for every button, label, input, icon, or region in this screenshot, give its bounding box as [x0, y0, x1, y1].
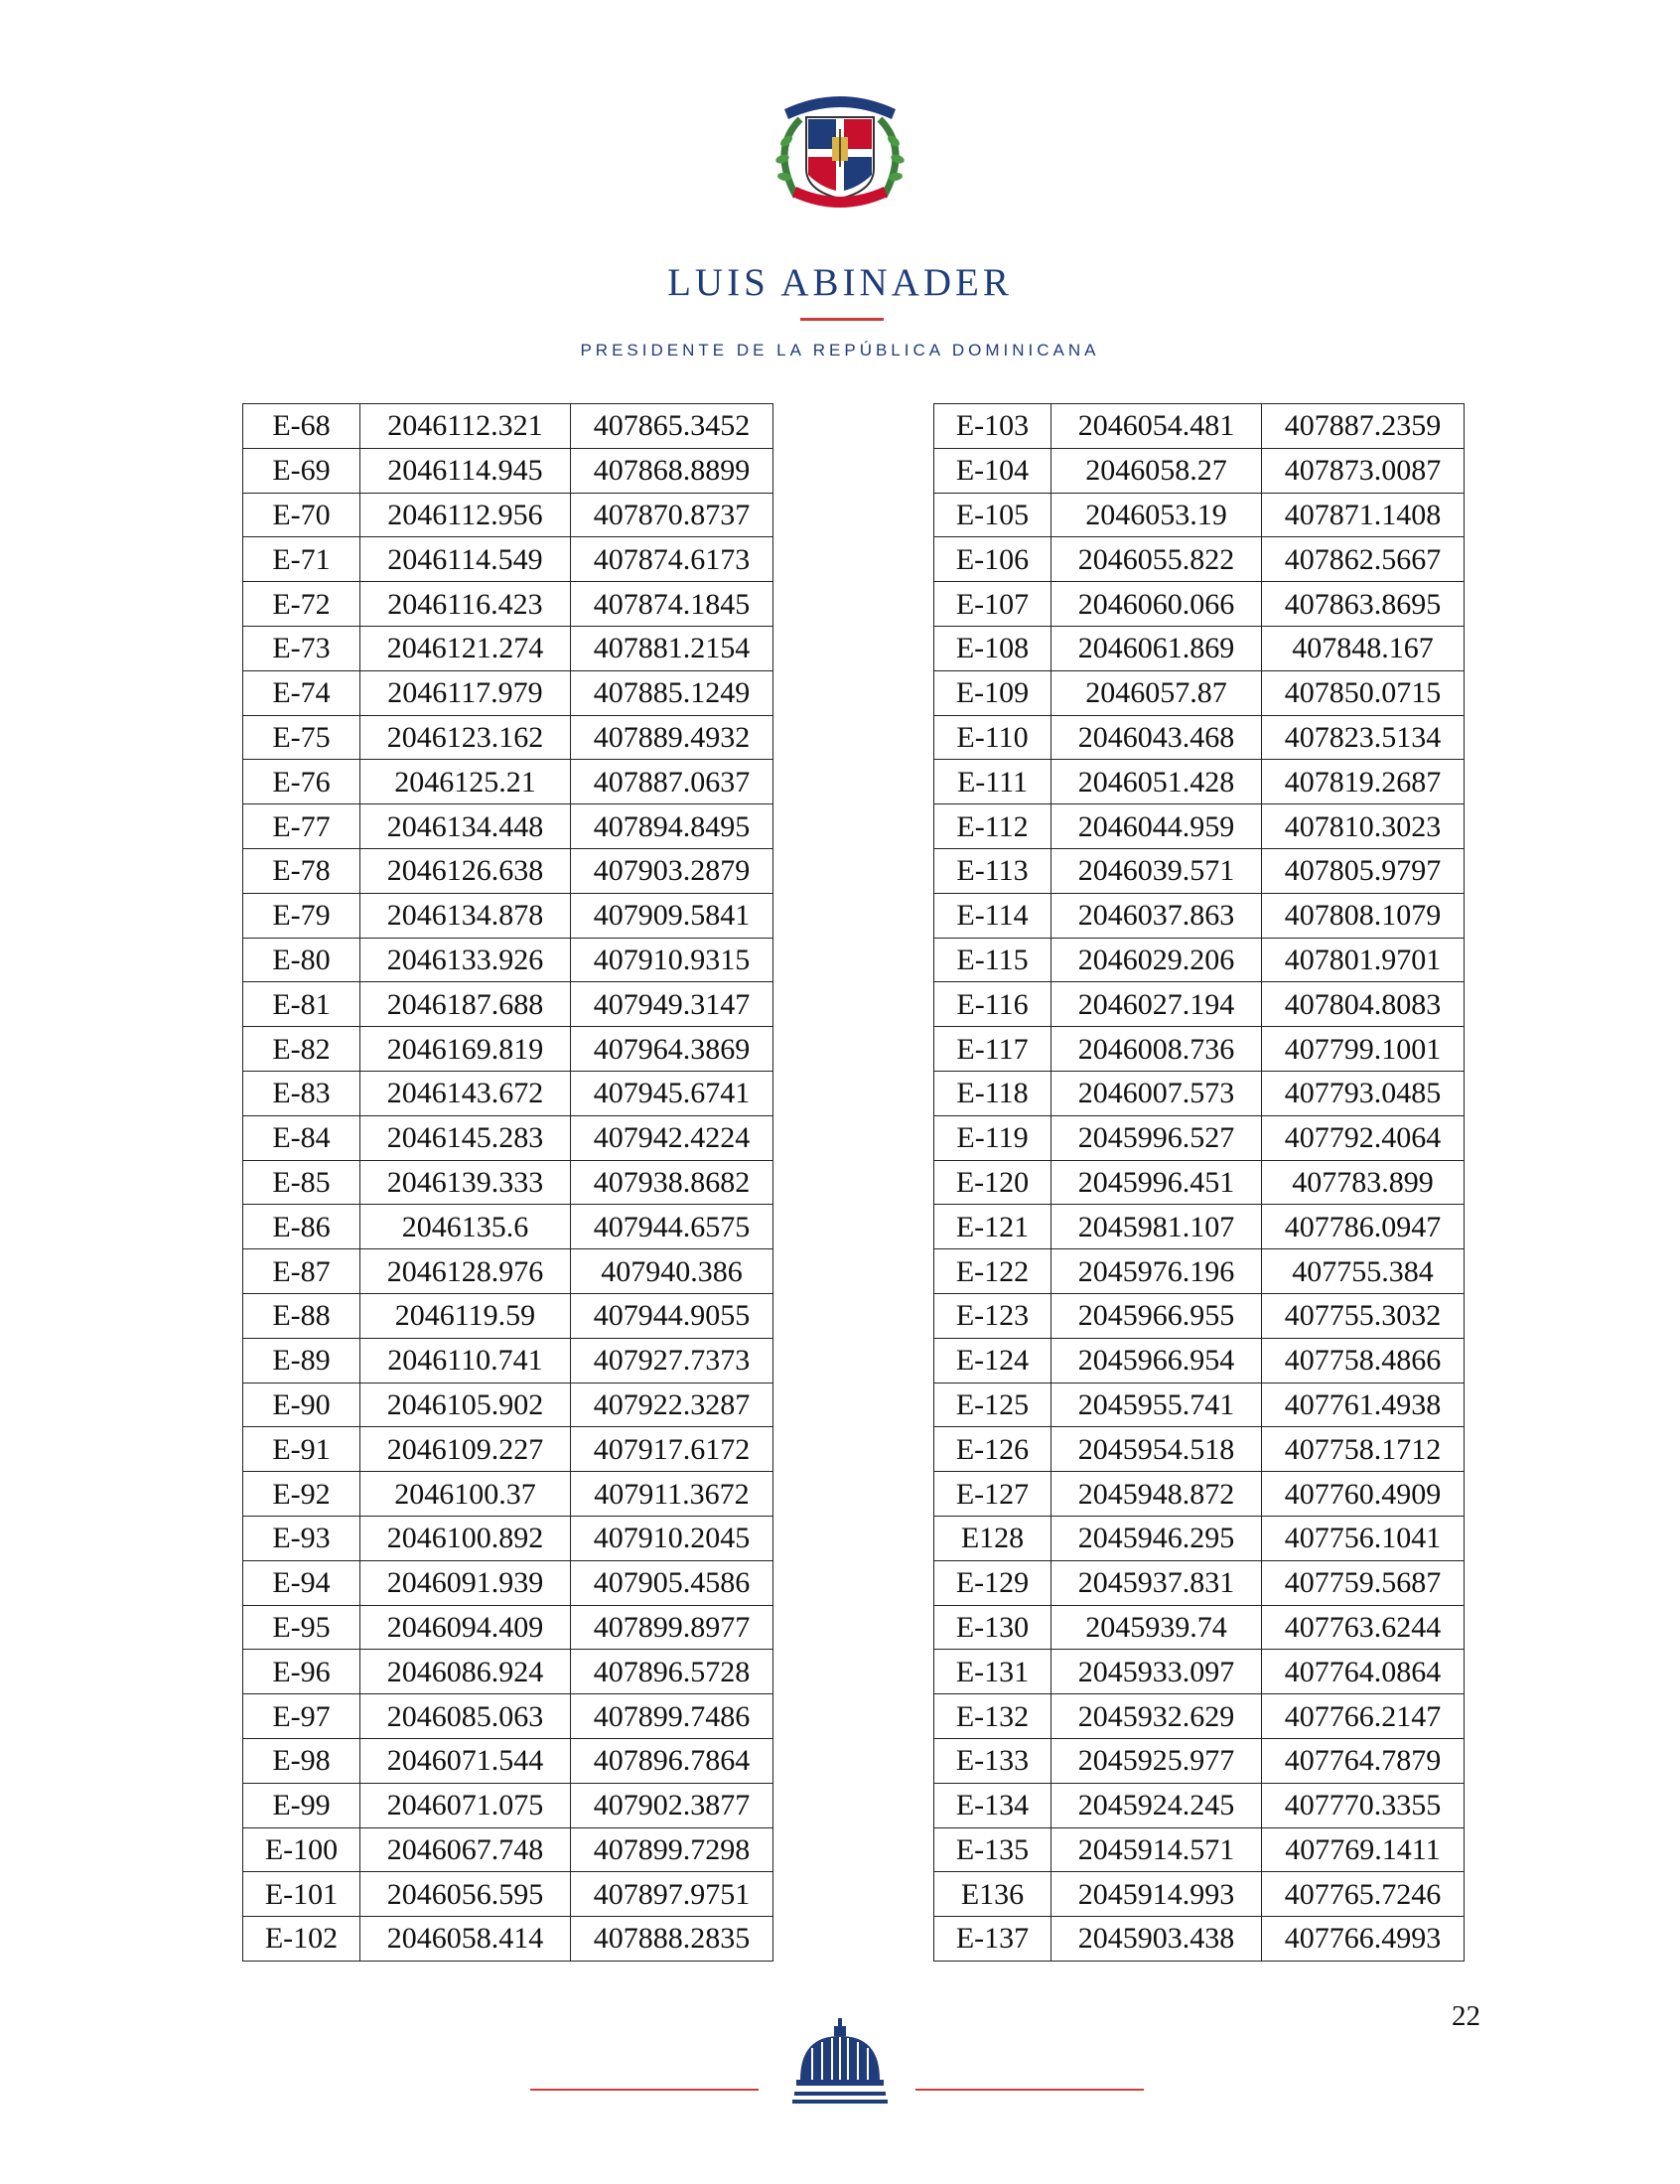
x-coordinate-cell: 2046100.37 — [360, 1472, 571, 1517]
y-coordinate-cell: 407894.8495 — [571, 804, 773, 849]
x-coordinate-cell: 2045996.527 — [1051, 1115, 1262, 1160]
y-coordinate-cell: 407801.9701 — [1262, 938, 1465, 982]
x-coordinate-cell: 2045924.245 — [1051, 1783, 1262, 1827]
point-id-cell: E-93 — [243, 1516, 360, 1560]
table-row — [243, 1383, 773, 1427]
table-row — [243, 1694, 773, 1739]
x-coordinate-cell: 2046007.573 — [1051, 1071, 1262, 1115]
x-coordinate-cell: 2046112.956 — [360, 493, 571, 537]
x-coordinate-cell: 2046110.741 — [360, 1338, 571, 1383]
y-coordinate-cell: 407874.6173 — [571, 537, 773, 582]
x-coordinate-cell: 2046126.638 — [360, 848, 571, 893]
point-id-cell: E-100 — [243, 1827, 360, 1872]
point-id-cell: E-74 — [243, 670, 360, 715]
table-row — [934, 848, 1465, 893]
table-row — [934, 1783, 1465, 1827]
y-coordinate-cell: 407944.6575 — [571, 1205, 773, 1249]
table-row — [243, 1516, 773, 1560]
x-coordinate-cell: 2046145.283 — [360, 1115, 571, 1160]
table-row — [934, 982, 1465, 1027]
x-coordinate-cell: 2046008.736 — [1051, 1027, 1262, 1072]
point-id-cell: E-106 — [934, 537, 1051, 582]
point-id-cell: E-137 — [934, 1917, 1051, 1962]
table-row — [934, 1872, 1465, 1917]
y-coordinate-cell: 407766.4993 — [1262, 1917, 1465, 1962]
y-coordinate-cell: 407758.4866 — [1262, 1338, 1465, 1383]
table-row — [934, 1071, 1465, 1115]
y-coordinate-cell: 407755.384 — [1262, 1249, 1465, 1294]
table-row — [934, 938, 1465, 982]
x-coordinate-cell: 2046139.333 — [360, 1160, 571, 1205]
y-coordinate-cell: 407922.3287 — [571, 1383, 773, 1427]
x-coordinate-cell: 2045955.741 — [1051, 1383, 1262, 1427]
x-coordinate-cell: 2045932.629 — [1051, 1694, 1262, 1739]
x-coordinate-cell: 2046058.414 — [360, 1917, 571, 1962]
table-row — [934, 1383, 1465, 1427]
x-coordinate-cell: 2046091.939 — [360, 1560, 571, 1605]
x-coordinate-cell: 2045933.097 — [1051, 1650, 1262, 1694]
point-id-cell: E-125 — [934, 1383, 1051, 1427]
y-coordinate-cell: 407792.4064 — [1262, 1115, 1465, 1160]
table-row — [243, 626, 773, 670]
point-id-cell: E-92 — [243, 1472, 360, 1517]
x-coordinate-cell: 2045996.451 — [1051, 1160, 1262, 1205]
point-id-cell: E-80 — [243, 938, 360, 982]
table-row — [934, 804, 1465, 849]
y-coordinate-cell: 407810.3023 — [1262, 804, 1465, 849]
y-coordinate-cell: 407899.7486 — [571, 1694, 773, 1739]
table-row — [934, 1160, 1465, 1205]
point-id-cell: E-109 — [934, 670, 1051, 715]
x-coordinate-cell: 2046134.448 — [360, 804, 571, 849]
president-name: LUIS ABINADER — [667, 261, 1013, 304]
x-coordinate-cell: 2046119.59 — [360, 1293, 571, 1338]
y-coordinate-cell: 407910.2045 — [571, 1516, 773, 1560]
x-coordinate-cell: 2046051.428 — [1051, 760, 1262, 804]
point-id-cell: E-112 — [934, 804, 1051, 849]
table-row — [243, 582, 773, 627]
point-id-cell: E-129 — [934, 1560, 1051, 1605]
y-coordinate-cell: 407899.8977 — [571, 1605, 773, 1650]
y-coordinate-cell: 407902.3877 — [571, 1783, 773, 1827]
table-row — [934, 1827, 1465, 1872]
table-row — [243, 982, 773, 1027]
table-row — [243, 1827, 773, 1872]
table-row — [243, 1560, 773, 1605]
y-coordinate-cell: 407896.7864 — [571, 1738, 773, 1783]
x-coordinate-cell: 2046123.162 — [360, 715, 571, 760]
point-id-cell: E-90 — [243, 1383, 360, 1427]
y-coordinate-cell: 407783.899 — [1262, 1160, 1465, 1205]
name-underline — [800, 318, 884, 321]
x-coordinate-cell: 2046121.274 — [360, 626, 571, 670]
point-id-cell: E-108 — [934, 626, 1051, 670]
x-coordinate-cell: 2046105.902 — [360, 1383, 571, 1427]
footer-line-left — [530, 2089, 759, 2091]
table-row — [243, 1605, 773, 1650]
coordinates-table-left — [242, 403, 773, 1962]
x-coordinate-cell: 2046071.075 — [360, 1783, 571, 1827]
x-coordinate-cell: 2046071.544 — [360, 1738, 571, 1783]
point-id-cell: E-105 — [934, 493, 1051, 537]
point-id-cell: E-127 — [934, 1472, 1051, 1517]
y-coordinate-cell: 407865.3452 — [571, 404, 773, 449]
y-coordinate-cell: 407755.3032 — [1262, 1293, 1465, 1338]
x-coordinate-cell: 2046112.321 — [360, 404, 571, 449]
table-row — [934, 626, 1465, 670]
x-coordinate-cell: 2046056.595 — [360, 1872, 571, 1917]
point-id-cell: E136 — [934, 1872, 1051, 1917]
point-id-cell: E128 — [934, 1516, 1051, 1560]
point-id-cell: E-71 — [243, 537, 360, 582]
x-coordinate-cell: 2045925.977 — [1051, 1738, 1262, 1783]
point-id-cell: E-68 — [243, 404, 360, 449]
table-row — [243, 1472, 773, 1517]
y-coordinate-cell: 407763.6244 — [1262, 1605, 1465, 1650]
x-coordinate-cell: 2046114.945 — [360, 448, 571, 493]
point-id-cell: E-116 — [934, 982, 1051, 1027]
national-palace-dome-icon — [790, 2018, 890, 2108]
x-coordinate-cell: 2046109.227 — [360, 1427, 571, 1472]
y-coordinate-cell: 407897.9751 — [571, 1872, 773, 1917]
point-id-cell: E-119 — [934, 1115, 1051, 1160]
table-row — [243, 893, 773, 938]
point-id-cell: E-121 — [934, 1205, 1051, 1249]
table-row — [243, 1115, 773, 1160]
point-id-cell: E-79 — [243, 893, 360, 938]
y-coordinate-cell: 407905.4586 — [571, 1560, 773, 1605]
point-id-cell: E-86 — [243, 1205, 360, 1249]
y-coordinate-cell: 407765.7246 — [1262, 1872, 1465, 1917]
y-coordinate-cell: 407764.7879 — [1262, 1738, 1465, 1783]
x-coordinate-cell: 2045903.438 — [1051, 1917, 1262, 1962]
y-coordinate-cell: 407770.3355 — [1262, 1783, 1465, 1827]
y-coordinate-cell: 407759.5687 — [1262, 1560, 1465, 1605]
point-id-cell: E-123 — [934, 1293, 1051, 1338]
table-row — [243, 1071, 773, 1115]
table-row — [243, 1917, 773, 1962]
x-coordinate-cell: 2045976.196 — [1051, 1249, 1262, 1294]
table-row — [934, 448, 1465, 493]
x-coordinate-cell: 2046169.819 — [360, 1027, 571, 1072]
y-coordinate-cell: 407804.8083 — [1262, 982, 1465, 1027]
point-id-cell: E-99 — [243, 1783, 360, 1827]
y-coordinate-cell: 407871.1408 — [1262, 493, 1465, 537]
x-coordinate-cell: 2045948.872 — [1051, 1472, 1262, 1517]
y-coordinate-cell: 407942.4224 — [571, 1115, 773, 1160]
table-row — [934, 670, 1465, 715]
table-row — [934, 582, 1465, 627]
y-coordinate-cell: 407793.0485 — [1262, 1071, 1465, 1115]
x-coordinate-cell: 2046054.481 — [1051, 404, 1262, 449]
y-coordinate-cell: 407910.9315 — [571, 938, 773, 982]
y-coordinate-cell: 407896.5728 — [571, 1650, 773, 1694]
y-coordinate-cell: 407786.0947 — [1262, 1205, 1465, 1249]
point-id-cell: E-101 — [243, 1872, 360, 1917]
table-row — [934, 1115, 1465, 1160]
table-row — [934, 493, 1465, 537]
coat-of-arms-seal — [763, 79, 917, 218]
point-id-cell: E-103 — [934, 404, 1051, 449]
table-row — [934, 1650, 1465, 1694]
point-id-cell: E-132 — [934, 1694, 1051, 1739]
y-coordinate-cell: 407917.6172 — [571, 1427, 773, 1472]
point-id-cell: E-77 — [243, 804, 360, 849]
point-id-cell: E-118 — [934, 1071, 1051, 1115]
point-id-cell: E-107 — [934, 582, 1051, 627]
y-coordinate-cell: 407885.1249 — [571, 670, 773, 715]
y-coordinate-cell: 407870.8737 — [571, 493, 773, 537]
point-id-cell: E-82 — [243, 1027, 360, 1072]
y-coordinate-cell: 407756.1041 — [1262, 1516, 1465, 1560]
x-coordinate-cell: 2045966.955 — [1051, 1293, 1262, 1338]
point-id-cell: E-96 — [243, 1650, 360, 1694]
point-id-cell: E-75 — [243, 715, 360, 760]
y-coordinate-cell: 407758.1712 — [1262, 1427, 1465, 1472]
x-coordinate-cell: 2046086.924 — [360, 1650, 571, 1694]
point-id-cell: E-104 — [934, 448, 1051, 493]
x-coordinate-cell: 2045966.954 — [1051, 1338, 1262, 1383]
x-coordinate-cell: 2046029.206 — [1051, 938, 1262, 982]
y-coordinate-cell: 407909.5841 — [571, 893, 773, 938]
point-id-cell: E-120 — [934, 1160, 1051, 1205]
x-coordinate-cell: 2046057.87 — [1051, 670, 1262, 715]
point-id-cell: E-131 — [934, 1650, 1051, 1694]
table-row — [243, 1338, 773, 1383]
table-row — [934, 1205, 1465, 1249]
x-coordinate-cell: 2046187.688 — [360, 982, 571, 1027]
x-coordinate-cell: 2045914.993 — [1051, 1872, 1262, 1917]
table-row — [243, 1293, 773, 1338]
table-row — [934, 1917, 1465, 1962]
point-id-cell: E-78 — [243, 848, 360, 893]
x-coordinate-cell: 2046134.878 — [360, 893, 571, 938]
page-number: 22 — [1452, 2000, 1480, 2032]
y-coordinate-cell: 407819.2687 — [1262, 760, 1465, 804]
point-id-cell: E-89 — [243, 1338, 360, 1383]
x-coordinate-cell: 2046128.976 — [360, 1249, 571, 1294]
table-row — [243, 804, 773, 849]
point-id-cell: E-124 — [934, 1338, 1051, 1383]
y-coordinate-cell: 407889.4932 — [571, 715, 773, 760]
table-row — [243, 404, 773, 449]
table-row — [243, 1650, 773, 1694]
point-id-cell: E-115 — [934, 938, 1051, 982]
table-row — [934, 1560, 1465, 1605]
coordinates-table-right-body — [934, 404, 1465, 1962]
y-coordinate-cell: 407761.4938 — [1262, 1383, 1465, 1427]
point-id-cell: E-102 — [243, 1917, 360, 1962]
point-id-cell: E-70 — [243, 493, 360, 537]
table-row — [243, 938, 773, 982]
x-coordinate-cell: 2045914.571 — [1051, 1827, 1262, 1872]
point-id-cell: E-94 — [243, 1560, 360, 1605]
point-id-cell: E-130 — [934, 1605, 1051, 1650]
table-row — [243, 537, 773, 582]
table-row — [934, 1427, 1465, 1472]
table-row — [934, 537, 1465, 582]
table-row — [934, 1694, 1465, 1739]
y-coordinate-cell: 407938.8682 — [571, 1160, 773, 1205]
table-row — [243, 1160, 773, 1205]
table-row — [243, 448, 773, 493]
y-coordinate-cell: 407808.1079 — [1262, 893, 1465, 938]
table-row — [243, 848, 773, 893]
y-coordinate-cell: 407874.1845 — [571, 582, 773, 627]
y-coordinate-cell: 407863.8695 — [1262, 582, 1465, 627]
x-coordinate-cell: 2046117.979 — [360, 670, 571, 715]
table-row — [243, 1738, 773, 1783]
table-row — [243, 760, 773, 804]
y-coordinate-cell: 407760.4909 — [1262, 1472, 1465, 1517]
y-coordinate-cell: 407873.0087 — [1262, 448, 1465, 493]
point-id-cell: E-72 — [243, 582, 360, 627]
y-coordinate-cell: 407868.8899 — [571, 448, 773, 493]
x-coordinate-cell: 2046100.892 — [360, 1516, 571, 1560]
x-coordinate-cell: 2046114.549 — [360, 537, 571, 582]
y-coordinate-cell: 407850.0715 — [1262, 670, 1465, 715]
table-row — [934, 1516, 1465, 1560]
president-title: PRESIDENTE DE LA REPÚBLICA DOMINICANA — [580, 341, 1100, 360]
point-id-cell: E-88 — [243, 1293, 360, 1338]
table-row — [934, 1249, 1465, 1294]
x-coordinate-cell: 2046116.423 — [360, 582, 571, 627]
y-coordinate-cell: 407927.7373 — [571, 1338, 773, 1383]
table-row — [243, 1872, 773, 1917]
y-coordinate-cell: 407903.2879 — [571, 848, 773, 893]
x-coordinate-cell: 2046094.409 — [360, 1605, 571, 1650]
x-coordinate-cell: 2046143.672 — [360, 1071, 571, 1115]
x-coordinate-cell: 2046135.6 — [360, 1205, 571, 1249]
x-coordinate-cell: 2045981.107 — [1051, 1205, 1262, 1249]
x-coordinate-cell: 2046055.822 — [1051, 537, 1262, 582]
y-coordinate-cell: 407899.7298 — [571, 1827, 773, 1872]
point-id-cell: E-133 — [934, 1738, 1051, 1783]
point-id-cell: E-73 — [243, 626, 360, 670]
coordinates-table-left-body — [243, 404, 773, 1962]
point-id-cell: E-91 — [243, 1427, 360, 1472]
point-id-cell: E-87 — [243, 1249, 360, 1294]
table-row — [934, 1472, 1465, 1517]
y-coordinate-cell: 407940.386 — [571, 1249, 773, 1294]
table-row — [243, 1027, 773, 1072]
point-id-cell: E-126 — [934, 1427, 1051, 1472]
table-row — [243, 1205, 773, 1249]
point-id-cell: E-113 — [934, 848, 1051, 893]
y-coordinate-cell: 407949.3147 — [571, 982, 773, 1027]
table-row — [243, 670, 773, 715]
point-id-cell: E-81 — [243, 982, 360, 1027]
y-coordinate-cell: 407944.9055 — [571, 1293, 773, 1338]
table-row — [243, 1427, 773, 1472]
point-id-cell: E-98 — [243, 1738, 360, 1783]
table-row — [243, 1249, 773, 1294]
table-row — [934, 1605, 1465, 1650]
y-coordinate-cell: 407911.3672 — [571, 1472, 773, 1517]
table-row — [934, 404, 1465, 449]
x-coordinate-cell: 2046085.063 — [360, 1694, 571, 1739]
y-coordinate-cell: 407887.2359 — [1262, 404, 1465, 449]
y-coordinate-cell: 407888.2835 — [571, 1917, 773, 1962]
y-coordinate-cell: 407766.2147 — [1262, 1694, 1465, 1739]
y-coordinate-cell: 407881.2154 — [571, 626, 773, 670]
table-row — [934, 1027, 1465, 1072]
point-id-cell: E-97 — [243, 1694, 360, 1739]
table-row — [934, 1738, 1465, 1783]
point-id-cell: E-76 — [243, 760, 360, 804]
x-coordinate-cell: 2045954.518 — [1051, 1427, 1262, 1472]
x-coordinate-cell: 2045937.831 — [1051, 1560, 1262, 1605]
x-coordinate-cell: 2046061.869 — [1051, 626, 1262, 670]
point-id-cell: E-95 — [243, 1605, 360, 1650]
x-coordinate-cell: 2046060.066 — [1051, 582, 1262, 627]
y-coordinate-cell: 407945.6741 — [571, 1071, 773, 1115]
table-row — [243, 1783, 773, 1827]
table-row — [934, 893, 1465, 938]
table-row — [934, 1293, 1465, 1338]
x-coordinate-cell: 2046067.748 — [360, 1827, 571, 1872]
x-coordinate-cell: 2046053.19 — [1051, 493, 1262, 537]
x-coordinate-cell: 2046027.194 — [1051, 982, 1262, 1027]
x-coordinate-cell: 2046043.468 — [1051, 715, 1262, 760]
point-id-cell: E-114 — [934, 893, 1051, 938]
coordinates-table-right — [933, 403, 1465, 1962]
point-id-cell: E-83 — [243, 1071, 360, 1115]
point-id-cell: E-110 — [934, 715, 1051, 760]
y-coordinate-cell: 407769.1411 — [1262, 1827, 1465, 1872]
x-coordinate-cell: 2046044.959 — [1051, 804, 1262, 849]
point-id-cell: E-85 — [243, 1160, 360, 1205]
y-coordinate-cell: 407887.0637 — [571, 760, 773, 804]
y-coordinate-cell: 407805.9797 — [1262, 848, 1465, 893]
table-row — [243, 715, 773, 760]
point-id-cell: E-111 — [934, 760, 1051, 804]
x-coordinate-cell: 2045946.295 — [1051, 1516, 1262, 1560]
point-id-cell: E-122 — [934, 1249, 1051, 1294]
table-row — [934, 1338, 1465, 1383]
x-coordinate-cell: 2045939.74 — [1051, 1605, 1262, 1650]
point-id-cell: E-69 — [243, 448, 360, 493]
x-coordinate-cell: 2046037.863 — [1051, 893, 1262, 938]
y-coordinate-cell: 407862.5667 — [1262, 537, 1465, 582]
table-row — [934, 760, 1465, 804]
y-coordinate-cell: 407964.3869 — [571, 1027, 773, 1072]
point-id-cell: E-134 — [934, 1783, 1051, 1827]
y-coordinate-cell: 407764.0864 — [1262, 1650, 1465, 1694]
footer-line-right — [915, 2089, 1144, 2091]
table-row — [243, 493, 773, 537]
y-coordinate-cell: 407823.5134 — [1262, 715, 1465, 760]
x-coordinate-cell: 2046125.21 — [360, 760, 571, 804]
y-coordinate-cell: 407848.167 — [1262, 626, 1465, 670]
x-coordinate-cell: 2046133.926 — [360, 938, 571, 982]
x-coordinate-cell: 2046058.27 — [1051, 448, 1262, 493]
point-id-cell: E-135 — [934, 1827, 1051, 1872]
y-coordinate-cell: 407799.1001 — [1262, 1027, 1465, 1072]
point-id-cell: E-117 — [934, 1027, 1051, 1072]
letterhead — [0, 0, 1680, 377]
x-coordinate-cell: 2046039.571 — [1051, 848, 1262, 893]
table-row — [934, 715, 1465, 760]
point-id-cell: E-84 — [243, 1115, 360, 1160]
